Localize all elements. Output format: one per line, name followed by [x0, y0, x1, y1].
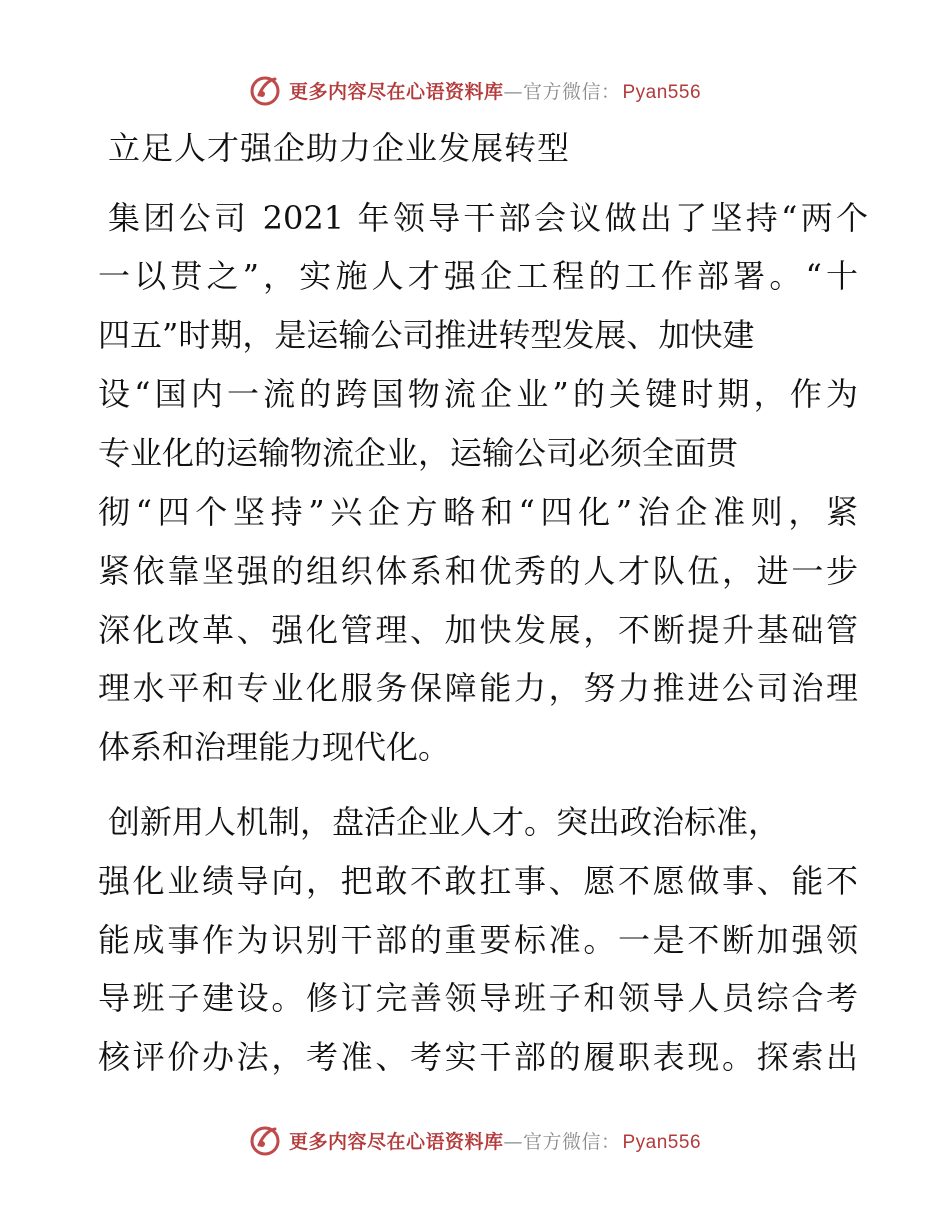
header-watermark — [0, 70, 950, 110]
body-line: 彻“四个坚持”兴企方略和“四化”治企准则，紧 — [98, 493, 858, 531]
banner-main-text: 更多内容尽在心语资料库 — [288, 1130, 504, 1153]
brand-logo-icon — [249, 73, 283, 107]
brand-logo-icon — [249, 1123, 283, 1157]
body-line: 一以贯之”，实施人才强企工程的工作部署。“十 — [98, 257, 858, 295]
body-line: 集团公司 2021 年领导干部会议做出了坚持“两个 — [108, 199, 868, 237]
body-line: 理水平和专业化服务保障能力，努力推进公司治理 — [98, 669, 858, 707]
banner-sub-text: —官方微信： — [503, 1130, 621, 1153]
body-line: 创新用人机制，盘活企业人才。突出政治标准， — [108, 803, 781, 841]
footer-watermark — [0, 1120, 950, 1160]
body-line: 四五”时期，是运输公司推进转型发展、加快建 — [98, 316, 755, 354]
body-line: 紧依靠坚强的组织体系和优秀的人才队伍，进一步 — [98, 552, 858, 590]
body-line: 深化改革、强化管理、加快发展，不断提升基础管 — [98, 611, 858, 649]
banner-sub-text: —官方微信： — [503, 80, 621, 103]
banner-wechat-id: Pyan556 — [622, 1131, 702, 1153]
banner-main-text: 更多内容尽在心语资料库 — [288, 80, 504, 103]
body-line: 体系和治理能力现代化。 — [98, 728, 451, 766]
body-line: 设“国内一流的跨国物流企业”的关键时期，作为 — [98, 375, 858, 413]
body-line: 导班子建设。修订完善领导班子和领导人员综合考 — [98, 979, 858, 1017]
body-line: 强化业绩导向，把敢不敢扛事、愿不愿做事、能不 — [98, 862, 858, 900]
body-line: 专业化的运输物流企业，运输公司必须全面贯 — [98, 434, 739, 472]
document-title: 立足人才强企助力企业发展转型 — [108, 129, 571, 167]
body-line: 核评价办法，考准、考实干部的履职表现。探索出 — [98, 1038, 858, 1076]
body-line: 能成事作为识别干部的重要标准。一是不断加强领 — [98, 921, 858, 959]
banner-wechat-id: Pyan556 — [622, 81, 702, 103]
